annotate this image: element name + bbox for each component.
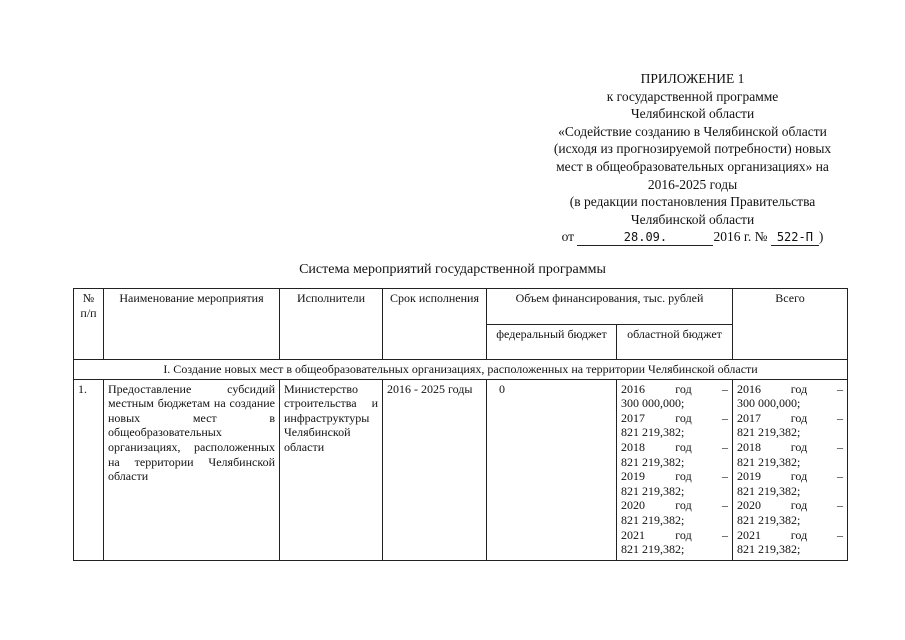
entry-word: год [675, 381, 692, 396]
appendix-line: 2016-2025 годы [647, 176, 738, 192]
entry-year: 2020 [737, 498, 761, 513]
entry-year: 2020 [621, 498, 645, 513]
funding-entry [621, 411, 728, 440]
appendix-line: мест в общеобразовательных организациях» на [556, 158, 829, 174]
entry-word: год [675, 469, 692, 484]
row-term: 2016 - 2025 годы [383, 379, 487, 560]
entry-word: год [675, 527, 692, 542]
appendix-header [520, 70, 865, 246]
entry-word: год [675, 498, 692, 513]
appendix-line: Челябинской области [630, 211, 755, 227]
row-total [733, 379, 848, 560]
entry-word: год [790, 410, 808, 425]
funding-entry [737, 440, 843, 469]
header-name: Наименование мероприятия [104, 289, 280, 360]
entry-word: год [790, 381, 808, 396]
order-suffix: ) [818, 229, 824, 245]
entry-word: год [790, 439, 808, 454]
funding-entry [737, 498, 843, 527]
entry-dash: – [836, 439, 843, 454]
entry-amount: 821 219,382; [737, 454, 801, 469]
appendix-line: (исходя из прогнозируемой потребности) новых [553, 141, 832, 157]
funding-entry [621, 528, 728, 557]
funding-entry [621, 440, 728, 469]
entry-amount: 821 219,382; [621, 542, 685, 557]
entry-year: 2018 [737, 439, 761, 454]
entry-dash: – [721, 527, 728, 542]
order-number: 522-П [771, 230, 819, 246]
entry-amount: 821 219,382; [737, 542, 801, 557]
entry-amount: 821 219,382; [737, 512, 801, 527]
funding-entry [737, 382, 843, 411]
section-row [74, 360, 848, 380]
order-reference [520, 228, 865, 246]
entry-year: 2017 [621, 410, 645, 425]
row-regional [617, 379, 733, 560]
entry-amount: 821 219,382; [737, 425, 801, 440]
entry-dash: – [836, 498, 843, 513]
entry-year: 2021 [737, 527, 761, 542]
entry-amount: 300 000,000; [621, 396, 685, 411]
funding-entry [621, 382, 728, 411]
header-regional: областной бюджет [617, 324, 733, 360]
funding-entry [737, 411, 843, 440]
header-total: Всего [733, 289, 848, 360]
entry-dash: – [836, 410, 843, 425]
funding-entry [737, 528, 843, 557]
entry-amount: 821 219,382; [621, 483, 685, 498]
order-prefix: от [561, 229, 575, 245]
entry-year: 2017 [737, 410, 761, 425]
measures-table [73, 288, 848, 561]
entry-amount: 300 000,000; [737, 396, 801, 411]
entry-dash: – [721, 498, 728, 513]
table-row [74, 379, 848, 560]
appendix-line: ПРИЛОЖЕНИЕ 1 [640, 71, 745, 86]
entry-amount: 821 219,382; [621, 512, 685, 527]
header-num: № п/п [74, 289, 104, 360]
header-executors: Исполнители [280, 289, 383, 360]
row-executors: Министерство строительства и инфраструктуры Челябинской области [280, 379, 383, 560]
entry-amount: 821 219,382; [621, 454, 685, 469]
funding-entry [621, 469, 728, 498]
entry-word: год [790, 469, 808, 484]
header-row [74, 289, 848, 325]
appendix-line: (в редакции постановления Правительства [569, 194, 816, 210]
row-name: Предоставление субсидий местным бюджетам на создание новых мест в общеобразовательных организациях, расположенных на территории Челябинской области [104, 379, 280, 560]
entry-dash: – [836, 469, 843, 484]
entry-dash: – [721, 469, 728, 484]
funding-entry [737, 469, 843, 498]
document-title: Система мероприятий государственной программы [299, 262, 606, 277]
entry-word: год [675, 439, 692, 454]
funding-entry [621, 498, 728, 527]
section-title: I. Создание новых мест в общеобразовательных организациях, расположенных на территории Челябинской области [74, 360, 848, 380]
appendix-line: Челябинской области [630, 106, 755, 122]
entry-year: 2021 [621, 527, 645, 542]
entry-dash: – [836, 527, 843, 542]
entry-year: 2019 [621, 469, 645, 484]
order-date: 28.09. [577, 230, 713, 246]
entry-dash: – [721, 381, 728, 396]
row-federal: 0 [487, 379, 617, 560]
entry-dash: – [836, 381, 843, 396]
entry-amount: 821 219,382; [621, 425, 685, 440]
appendix-line: к государственной программе [606, 88, 779, 104]
order-year: 2016 г. № [713, 229, 768, 245]
entry-year: 2016 [621, 381, 645, 396]
appendix-line: «Содействие созданию в Челябинской области [558, 123, 827, 139]
entry-word: год [790, 498, 808, 513]
entry-word: год [790, 527, 808, 542]
entry-amount: 821 219,382; [737, 483, 801, 498]
header-federal: федеральный бюджет [487, 324, 617, 360]
row-num: 1. [74, 379, 104, 560]
header-funding: Объем финансирования, тыс. рублей [487, 289, 733, 325]
entry-year: 2018 [621, 439, 645, 454]
entry-word: год [675, 410, 692, 425]
entry-year: 2019 [737, 469, 761, 484]
entry-dash: – [721, 410, 728, 425]
entry-year: 2016 [737, 381, 761, 396]
header-term: Срок исполнения [383, 289, 487, 360]
entry-dash: – [721, 439, 728, 454]
